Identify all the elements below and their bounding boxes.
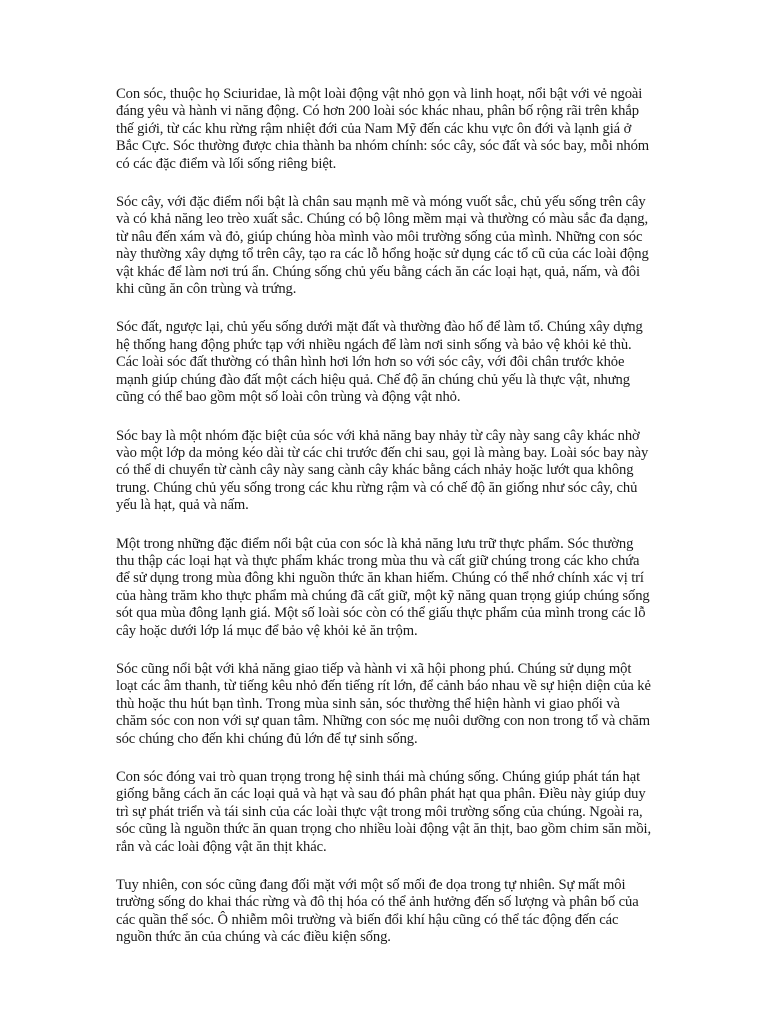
paragraph-ground-squirrel: Sóc đất, ngược lại, chủ yếu sống dưới mặt đất và thường đào hố để làm tổ. Chúng xây dựng hệ thống hang động phức tạp với nhiều ngách để làm nơi sinh sống và bảo vệ khỏi kẻ thù. Các loài sóc đất thường có thân hình hơi lớn hơn so với sóc cây, với đôi chân trước khỏe mạnh giúp chúng đào đất một cách hiệu quả. Chế độ ăn chúng chủ yếu là thực vật, nhưng cũng có thể bao gồm một số loài côn trùng và động vật nhỏ.	[116, 319, 643, 406]
document-body	[116, 86, 652, 947]
paragraph-intro: Con sóc, thuộc họ Sciuridae, là một loài động vật nhỏ gọn và linh hoạt, nổi bật với vẻ ngoài đáng yêu và hành vi năng động. Có hơn 200 loài sóc khác nhau, phân bố rộng rãi trên khắp thế giới, từ các khu rừng rậm nhiệt đới của Nam Mỹ đến các khu vực ôn đới và lạnh giá ở Bắc Cực. Sóc thường được chia thành ba nhóm chính: sóc cây, sóc đất và sóc bay, mỗi nhóm có các đặc điểm và lối sống riêng biệt.	[116, 86, 650, 172]
paragraph-communication: Sóc cũng nổi bật với khả năng giao tiếp và hành vi xã hội phong phú. Chúng sử dụng một loạt các âm thanh, từ tiếng kêu nhỏ đến tiếng rít lớn, để cảnh báo nhau về sự hiện diện của kẻ thù hoặc thu hút bạn tình. Trong mùa sinh sản, sóc thường thể hiện hành vi giao phối và chăm sóc con non với sự quan tâm. Những con sóc mẹ nuôi dưỡng con non trong tổ và chăm sóc chúng cho đến khi chúng đủ lớn để tự sinh sống.	[116, 660, 651, 747]
paragraph-tree-squirrel: Sóc cây, với đặc điểm nổi bật là chân sau mạnh mẽ và móng vuốt sắc, chủ yếu sống trên cây và có khả năng leo trèo xuất sắc. Chúng có bộ lông mềm mại và thường có màu sắc đa dạng, từ nâu đến xám và đỏ, giúp chúng hòa mình vào môi trường sống của mình. Những con sóc này thường xây dựng tổ trên cây, tạo ra các lỗ hổng hoặc sử dụng các tổ cũ của các loài động vật khác để làm nơi trú ẩn. Chúng sống chủ yếu bằng cách ăn các loại hạt, quả, nấm, và đôi khi cũng ăn côn trùng và trứng.	[116, 194, 649, 298]
paragraph-food-storage: Một trong những đặc điểm nổi bật của con sóc là khả năng lưu trữ thực phẩm. Sóc thường thu thập các loại hạt và thực phẩm khác trong mùa thu và cất giữ chúng trong các kho chứa để sử dụng trong mùa đông khi nguồn thức ăn khan hiếm. Chúng có thể nhớ chính xác vị trí của hàng trăm kho thực phẩm mà chúng đã cất giữ, một kỹ năng quan trọng giúp chúng sống sót qua mùa đông lạnh giá. Một số loài sóc còn có thể giấu thực phẩm của mình trong các lỗ cây hoặc dưới lớp lá mục để bảo vệ khỏi kẻ ăn trộm.	[116, 535, 650, 639]
paragraph-threats: Tuy nhiên, con sóc cũng đang đối mặt với một số mối đe dọa trong tự nhiên. Sự mất môi trường sống do khai thác rừng và đô thị hóa có thể ảnh hưởng đến số lượng và phân bố của các quần thể sóc. Ô nhiễm môi trường và biến đổi khí hậu cũng có thể tác động đến các nguồn thức ăn của chúng và các điều kiện sống.	[116, 877, 639, 946]
paragraph-flying-squirrel: Sóc bay là một nhóm đặc biệt của sóc với khả năng bay nhảy từ cây này sang cây khác nhờ vào một lớp da mỏng kéo dài từ các chi trước đến chi sau, gọi là màng bay. Loài sóc bay này có thể di chuyển từ cành cây này sang cành cây khác bằng cách nhảy hoặc lướt qua không trung. Chúng chủ yếu sống trong các khu rừng rậm và có chế độ ăn giống như sóc cây, chủ yếu là hạt, quả và nấm.	[116, 427, 649, 514]
paragraph-ecosystem-role: Con sóc đóng vai trò quan trọng trong hệ sinh thái mà chúng sống. Chúng giúp phát tán hạt giống bằng cách ăn các loại quả và hạt và sau đó phân phát hạt qua phân. Điều này giúp duy trì sự phát triển và tái sinh của các loài thực vật trong môi trường sống của chúng. Ngoài ra, sóc cũng là nguồn thức ăn quan trọng cho nhiều loài động vật ăn thịt, bao gồm chim săn mồi, rắn và các loài động vật ăn thịt khác.	[116, 769, 652, 855]
